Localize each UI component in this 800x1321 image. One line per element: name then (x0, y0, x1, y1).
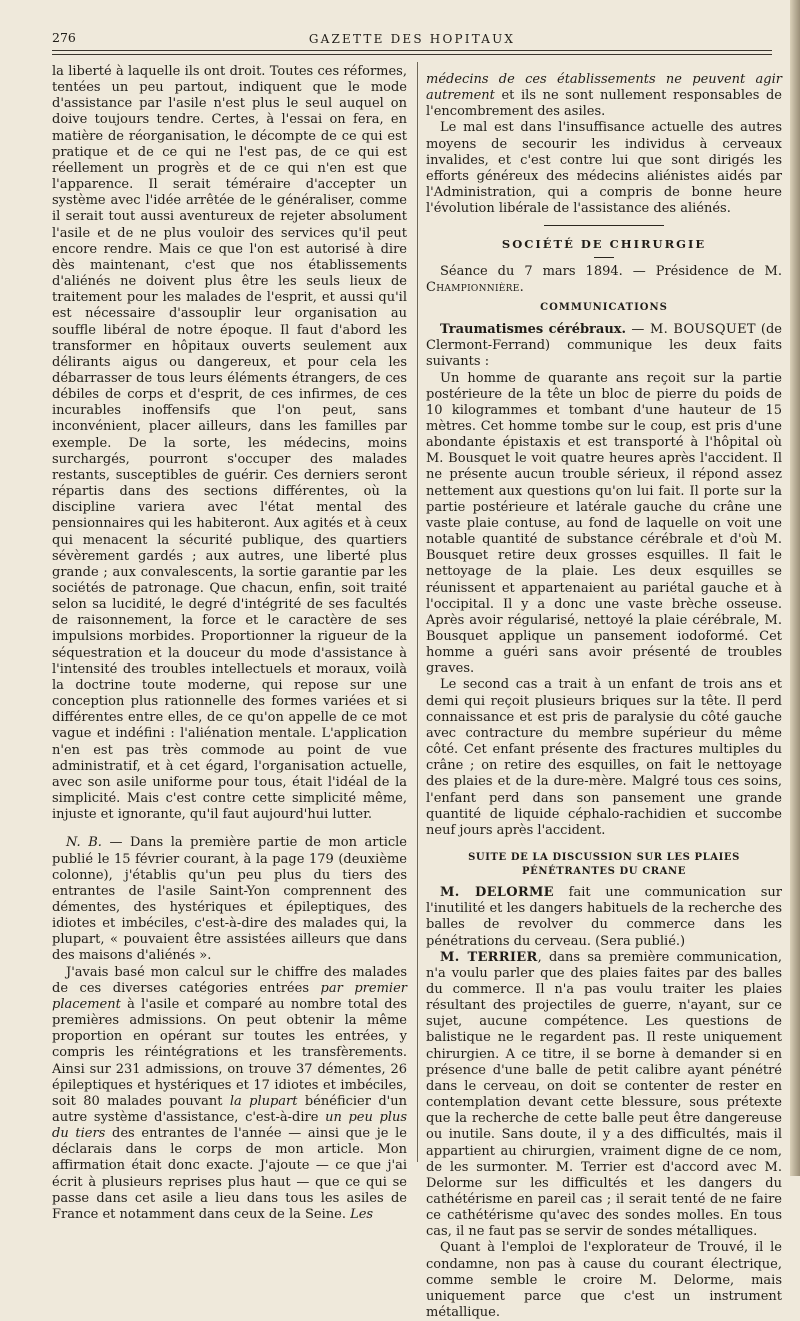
delorme-text: fait une communication sur l'inutilité et les dangers habituels de la recherche des balles de revolver du commerce dans les pénétrations du cerveau. (Sera publié.) (426, 885, 782, 949)
continued-text: et ils ne sont nullement responsables de l'encombrement des asiles. (426, 88, 782, 120)
article-conclusion: Le mal est dans l'insuffisance actuelle des autres moyens de secourir les individus à cerveaux invalides, et c'est contre lui que sont dirigés les efforts généreux des médecins aliénistes aidés par l'Administration, qui a compris de bonne heure l'évolution libérale de l'assistance des aliénés. (426, 120, 782, 217)
continued-italic: médecins de ces établissements ne peuvent agir autrement (426, 72, 782, 104)
left-column (52, 64, 407, 1223)
communications-heading: COMMUNICATIONS (540, 301, 668, 313)
delorme-name: M. DELORME (440, 885, 554, 901)
nb-italic-3: un peu plus du tiers (52, 1110, 408, 1142)
trauma-title: Traumatismes cérébraux. (440, 322, 627, 338)
trauma-intro-text: (de Clermont-Ferrand) communique les deux faits suivants : (426, 322, 782, 370)
nb-italic-1: par premier placement (52, 980, 407, 1012)
session-end: . (519, 279, 524, 295)
session-president: Championnière (426, 279, 520, 295)
article-paragraph: la liberté à laquelle ils ont droit. Toutes ces réformes, tentées un peu partout, indiquent que le mode d'assistance par l'asile n'est plus le seul auquel on doive toujours tendre. Certes, à l'essai on fera, en matière de réorganisation, le décompte de ce qui est pratique et de ce qui ne l'est pas, de ce qui est réellement un progrès et de ce qui n'en est que l'apparence. Il serait téméraire d'accepter un système avec l'idée arrêtée de le généraliser, comme il serait tout aussi aventureux de rejeter absolument l'asile et de ne plus vouloir des services qu'il peut encore rendre. Mais ce que l'on est autorisé à dire dès maintenant, c'est que nos établissements d'aliénés ne doivent plus être les seuls lieux de traitement pour les malades de l'esprit, et aussi qu'il est nécessaire d'assouplir leur organisation au souffle libéral de notre époque. Il faut d'abord les transformer en hôpitaux ouverts seulement aux délirants aigus ou dangereux, et pour cela les débarrasser de tous leurs éléments étrangers, de ces débiles de corps et d'esprit, de ces infirmes, de ces incurables inoffensifs que l'on peut, sans inconvénient, placer ailleurs, dans les familles par exemple. De la sorte, les médecins, moins surchargés, pourront s'occuper des malades restants, susceptibles de guérir. Ces derniers seront répartis dans des sections différentes, où la discipline variera avec l'état mental des pensionnaires qui les habiteront. Aux agités et à ceux qui menacent la sécurité publique, des quartiers sévèrement gardés ; aux autres, une liberté plus grande ; aux convalescents, la sortie garantie par les sociétés de patronage. Que chacun, enfin, soit traité selon sa lucidité, le degré d'intégrité de ses facultés de raisonnement, la force et le caractère de ses impulsions morbides. Proportionner la rigueur de la séquestration et la douceur du mode d'assistance à l'intensité des troubles intellectuels et moraux, voilà la doctrine toute moderne, qui repose sur une conception plus rationnelle des formes variées et si différentes entre elles, de ce qu'on appelle de ce mot vague et indéfini : l'aliénation mentale. L'application n'en est pas très commode au point de vue administratif, et à cet égard, l'organisation actuelle, avec son asile uniforme pour tous, était l'idéal de la simplicité. Mais c'est contre cette simplicité même, injuste et ignorante, qu'il faut aujourd'hui lutter. (52, 64, 407, 823)
running-head (52, 30, 772, 48)
nota-bene-text: — Dans la première partie de mon article publié le 15 février courant, à la page 179 (deuxième colonne), j'établis qu'un peu plus du tiers des entrantes de l'asile Saint-Yon comprennent des démentes, des hystériques et épileptiques, des idiotes et imbéciles, c'est-à-dire des malades qui, la plupart, « pouvaient être assistées ailleurs que dans des maisons d'aliénés ». (52, 835, 407, 964)
page-number: 276 (52, 30, 76, 45)
nb-italic-4: Les (350, 1206, 374, 1222)
journal-title: GAZETTE DES HOPITAUX (308, 32, 516, 46)
nb-text-a: J'avais basé mon calcul sur le chiffre des malades de ces diverses catégories entrées (52, 964, 407, 996)
trauma-author: — M. BOUSQUET (626, 322, 756, 338)
nota-bene-label: N. B. (66, 835, 102, 851)
ornament-dash (594, 257, 614, 258)
final-paragraph: Quant à l'emploi de l'explorateur de Trouvé, il le condamne, non pas à cause du courant électrique, comme semble le croire M. Delorme, mais uniquement parce que c'est un instrument métallique. (426, 1240, 782, 1321)
nb-text-b: à l'asile et comparé au nombre total des premières admissions. On peut obtenir la même proportion en opérant sur toutes les entrées, y compris les réintégrations et les transfèrements. Ainsi sur 231 admissions, on trouve 37 démentes, 26 épileptiques et hystériques et 17 idiotes et imbéciles, soit 80 malades pouvant (52, 996, 407, 1109)
terrier-text: , dans sa première communication, n'a voulu parler que des plaies faites par des balles du commerce. Il n'a pas voulu traiter les plaies résultant des projectiles de guerre, n'ayant, sur ce sujet, aucune compétence. Les questions de balistique ne le regardent pas. Il reste uniquement chirurgien. A ce titre, il se borne à demander si en présence d'une balle de petit calibre ayant pénétré dans le cerveau, on doit se contenter de rester en contemplation devant cette blessure, sous prétexte que la recherche de cette balle peut être dangereuse ou inutile. Sans doute, il y a des difficultés, mais il appartient au chirurgien, vraiment digne de ce nom, de les surmonter. M. Terrier est d'accord avec M. Delorme sur les difficultés et les dangers du cathétérisme en pareil cas ; il serait tenté de ne faire ce cathétérisme qu'avec des sondes molles. En tous cas, il ne faut pas se servir de sondes métalliques. (426, 949, 782, 1240)
nb-italic-2: la plupart (229, 1093, 298, 1109)
header-rule (52, 50, 772, 51)
nb-text-d: des entrantes de l'année — ainsi que je le déclarais dans le corps de mon article. Mon affirmation était donc exacte. J'ajoute — ce que j'ai écrit à plusieurs reprises plus haut — que ce qui se passe dans cet asile a lieu dans tous les asiles de France et notamment dans ceux de la Seine. (52, 1126, 408, 1222)
trauma-case-1: Un homme de quarante ans reçoit sur la partie postérieure de la tête un bloc de pierre du poids de 10 kilogrammes et tombant d'une hauteur de 15 mètres. Cet homme tombe sur le coup, est pris d'une abondante épistaxis et est transporté à l'hôpital où M. Bousquet le voit quatre heures après l'accident. Il ne présente aucun trouble sérieux, il répond assez nettement aux questions qu'on lui fait. Il porte sur la partie postérieure et latérale gauche du crâne une vaste plaie contuse, au fond de laquelle on voit une notable quantité de substance cérébrale et d'où M. Bousquet retire deux grosses esquilles. Il fait le nettoyage de la plaie. Les deux esquilles se réunissent et appartenaient au pariétal gauche et à l'occipital. Il y a donc une vaste brèche osseuse. Après avoir régularisé, nettoyé la plaie cérébrale, M. Bousquet applique un pansement iodoformé. Cet homme a guéri sans avoir présenté de troubles graves. (426, 370, 782, 677)
right-column (426, 72, 782, 1321)
header-rule-double (52, 54, 772, 55)
nota-bene-paragraph-2 (52, 965, 407, 1224)
trauma-case-2: Le second cas a trait à un enfant de trois ans et demi qui reçoit plusieurs briques sur la tête. Il perd connaissance et est pris de paralysie du côté gauche avec contracture du membre supérieur du même côté. Cet enfant présente des fractures multiples du crâne ; on retire des esquilles, on fait le nettoyage des plaies et de la dure-mère. Malgré tous ces soins, l'enfant perd dans son pansement une grande quantité de liquide céphalo-rachidien et succombe neuf jours après l'accident. (426, 677, 782, 838)
terrier-paragraph (426, 950, 782, 1241)
delorme-paragraph (426, 885, 782, 950)
discussion-heading: SUITE DE LA DISCUSSION SUR LES PLAIES PÉNÉTRANTES DU CRANE (468, 852, 740, 878)
column-divider (417, 62, 418, 1162)
trauma-intro (426, 322, 782, 370)
page-edge-shadow (790, 0, 800, 1176)
nb-text-c: bénéficier d'un autre système d'assistance, c'est-à-dire (52, 1093, 407, 1125)
nota-bene-block (52, 835, 407, 1223)
continued-paragraph (426, 72, 782, 120)
nota-bene-paragraph (52, 835, 407, 964)
session-text: Séance du 7 mars 1894. — Présidence de M. (440, 263, 782, 279)
session-line (426, 264, 782, 296)
terrier-name: M. TERRIER (440, 949, 538, 965)
society-title: SOCIÉTÉ DE CHIRURGIE (501, 237, 707, 252)
ornament-rule (544, 225, 664, 226)
